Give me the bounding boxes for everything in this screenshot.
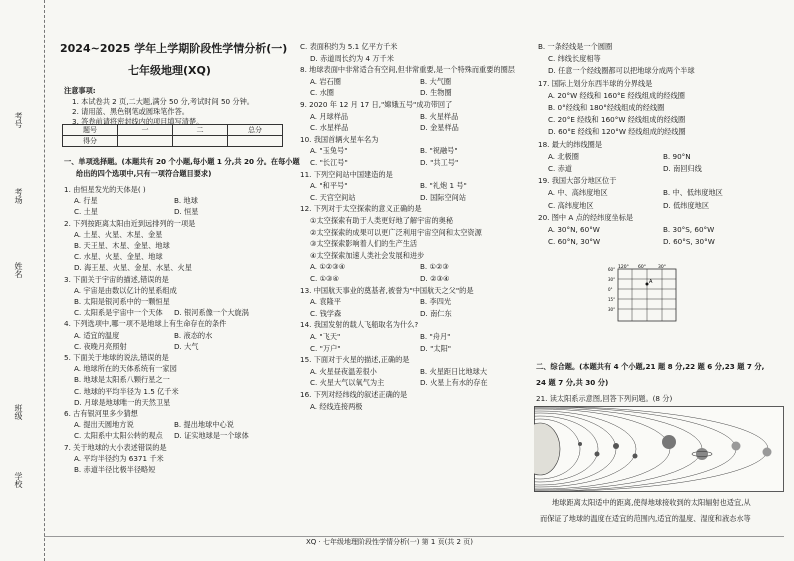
answer-option[interactable]: B. 液态的水 [174, 330, 213, 340]
question-stem: 13. 中国航天事业的奠基者,被誉为"中国航天之父"的是 [300, 285, 474, 295]
answer-option[interactable]: ③太空探索影响着人们的生产生活 [310, 239, 418, 249]
answer-option[interactable]: C. "万户" [310, 343, 341, 353]
solar-system-diagram [534, 406, 784, 492]
answer-option[interactable]: C. 天宫空间站 [310, 192, 356, 202]
question-stem: 2. 下列按距离太阳由近到远排列的一项是 [64, 218, 196, 228]
answer-option[interactable]: B. 0°经线和 180°经线组成的经线圈 [548, 103, 665, 112]
question-stem: 11. 下列空间站中国建造的是 [300, 169, 393, 179]
answer-option[interactable]: B. 30°S, 60°W [663, 225, 715, 234]
answer-option[interactable]: C. 水星样品 [310, 123, 349, 133]
answer-option[interactable]: D. 大气 [174, 341, 199, 351]
answer-option[interactable]: B. 90°N [663, 151, 691, 161]
question-stem: B. 一条经线是一个圆圈 [538, 42, 613, 51]
answer-option[interactable]: D. 国际空间站 [420, 192, 467, 202]
answer-option[interactable]: D. 60°E 经线和 120°W 经线组成的经线圈 [548, 127, 686, 137]
answer-option[interactable]: C. 赤道 [548, 164, 572, 173]
answer-option[interactable]: A. "飞天" [310, 332, 341, 341]
question-stem: 8. 地球表面中非常适合有空间,但非常重要,是一个特殊而重要的圈层 [300, 65, 515, 75]
answer-option[interactable]: C. 钱学森 [310, 308, 342, 318]
answer-option[interactable]: D. 恒星 [174, 207, 199, 217]
answer-option[interactable]: B. ①②③ [420, 262, 449, 272]
answer-option[interactable]: A. 20°W 经线和 160°E 经线组成的经线圈 [548, 90, 685, 100]
score-cell[interactable] [118, 136, 173, 147]
question-stem: C. 表面积约为 5.1 亿平方千米 [300, 42, 398, 51]
section2-title-line2: 24 题 7 分,共 30 分) [536, 378, 609, 387]
answer-option[interactable]: C. "长江号" [310, 158, 348, 167]
question-stem: 17. 国际上划分东西半球的分界线是 [538, 78, 653, 88]
answer-option[interactable]: A. 袁隆平 [310, 297, 341, 307]
answer-option[interactable]: B. 大气圈 [420, 76, 452, 86]
answer-option[interactable]: C. 水星、火星、金星、地球 [74, 252, 163, 262]
score-cell[interactable] [228, 136, 283, 147]
score-cell: 得分 [63, 136, 118, 147]
answer-option[interactable]: D. 海王星、火星、金星、水星、火星 [74, 263, 192, 273]
score-header: 题号 [63, 125, 118, 136]
answer-option[interactable]: C. 夜晚月亮照射 [74, 341, 127, 351]
answer-option[interactable]: A. 行星 [74, 196, 98, 206]
question-stem: 6. 古有银河里多少猜想 [64, 409, 138, 418]
answer-option[interactable]: B. "舟月" [420, 332, 451, 341]
answer-option[interactable]: D. 低纬度地区 [663, 200, 710, 210]
question-stem: 9. 2020 年 12 月 17 日,"嫦娥五号"成功带回了 [300, 100, 453, 109]
answer-option[interactable]: A. 火星昼夜温差很小 [310, 366, 377, 376]
answer-option[interactable]: A. "和平号" [310, 181, 348, 191]
binding-label: 考场 [14, 188, 23, 204]
answer-option[interactable]: D. 火星上有水的存在 [420, 378, 488, 388]
answer-option[interactable]: A. ①②③④ [310, 262, 346, 272]
answer-option[interactable]: A. 北极圈 [548, 151, 579, 161]
section1-title: 一、单项选择题。(本题共有 20 个小题,每小题 1 分,共 20 分。在每小题 [64, 157, 300, 166]
q21-text: 21. 读太阳系示意图,回答下列问题。(8 分) [536, 394, 673, 403]
score-header: 总分 [228, 125, 283, 136]
answer-option[interactable]: C. 高纬度地区 [548, 200, 594, 210]
answer-option[interactable]: B. 太阳是银河系中的一颗恒星 [74, 297, 170, 306]
answer-option[interactable]: B. 天王星、木星、金星、地球 [74, 241, 170, 250]
grid-left-label: 30° [608, 277, 616, 282]
question-stem: 7. 关于地球的大小表述错误的是 [64, 442, 167, 452]
answer-option[interactable]: A. 中、高纬度地区 [548, 188, 608, 198]
q21-tail-line2: 而保证了地球的温度在适宜的范围内,适宜的温度、湿度和液态水等 [540, 514, 751, 523]
answer-option[interactable]: D. 南仁东 [420, 308, 452, 318]
point-a-label: A [649, 279, 653, 285]
answer-option[interactable]: D. ②③④ [420, 274, 450, 283]
grid-left-label: 60° [608, 267, 616, 272]
answer-option[interactable]: ④太空探索加速人类社会发展和进步 [310, 250, 425, 260]
answer-option[interactable]: A. 适宜的温度 [74, 330, 120, 340]
answer-option[interactable]: D. "太阳" [420, 343, 452, 353]
answer-option[interactable]: ①太空探索有助于人类更好地了解宇宙的奥秘 [310, 216, 454, 225]
binding-label: 姓名 [14, 262, 23, 278]
answer-option[interactable]: C. 纬线长度相等 [548, 54, 601, 64]
question-stem: 14. 我国发射的载人飞船取名为什么? [300, 320, 419, 330]
answer-option[interactable]: B. 李四光 [420, 297, 452, 307]
answer-option[interactable]: C. 火星大气以氧气为主 [310, 378, 385, 388]
answer-option[interactable]: B. 赤道半径比极半径略短 [74, 465, 156, 474]
grid-left-label: 15° [608, 297, 616, 302]
grid-top-label: 120° [618, 265, 629, 270]
answer-option[interactable]: B. "礼炮 1 号" [420, 181, 467, 191]
answer-option[interactable]: B. 火星距日比地球大 [420, 366, 488, 376]
notes-heading: 注意事项: [64, 86, 96, 95]
answer-option[interactable]: B. 地球 [174, 196, 198, 206]
answer-option[interactable]: B. "祝融号" [420, 146, 458, 156]
question-stem: 18. 最大的纬线圈是 [538, 139, 603, 149]
answer-option[interactable]: C. 60°N, 30°W [548, 237, 601, 247]
answer-option[interactable]: D. "共工号" [420, 158, 459, 167]
answer-option[interactable]: A. 地球所在的天体系统有一家园 [74, 364, 177, 374]
question-stem: 10. 我国首辆火星车名为 [300, 134, 379, 144]
question-stem: 16. 下列对经纬线的叙述正确的是 [300, 390, 408, 399]
question-stem: 12. 下列对于太空探索的意义正确的是 [300, 204, 422, 214]
question-stem: 3. 下面关于宇宙的描述,错误的是 [64, 274, 169, 284]
q21-tail: 地球距离太阳适中的距离,使得地球接收到的太阳辐射也适宜,从 [552, 498, 751, 507]
score-table [62, 124, 283, 147]
page-footer: XQ · 七年级地理阶段性学情分析(一) 第 1 页(共 2 页) [306, 538, 473, 546]
paper-subtitle: 七年级地理(XQ) [128, 64, 211, 77]
answer-option[interactable]: D. 南回归线 [663, 164, 702, 173]
answer-option[interactable]: A. "玉兔号" [310, 146, 348, 156]
binding-label: 考号 [14, 112, 23, 128]
answer-option[interactable]: B. 提出地球中心说 [174, 420, 234, 430]
answer-option[interactable]: D. 银河系像一个大旋涡 [174, 308, 249, 318]
answer-option[interactable]: D. 60°S, 30°W [663, 237, 715, 247]
answer-option[interactable]: ②太空探索的成果可以更广泛利用宇宙空间和太空资源 [310, 227, 482, 237]
binding-margin [0, 0, 45, 561]
answer-option[interactable]: C. 地球的平均半径为 1.5 亿千米 [74, 386, 179, 396]
answer-option[interactable]: B. 火星样品 [420, 111, 459, 121]
question-stem: 5. 下面关于地球的说法,错误的是 [64, 353, 169, 362]
lat-lon-grid [608, 263, 678, 323]
score-header: 二 [173, 125, 228, 136]
note-item: 3. 答卷前请将密封线内的项目填写清楚。 [72, 117, 204, 126]
answer-option[interactable]: B. 地球是太阳系八颗行星之一 [74, 375, 170, 385]
paper-title: 2024~2025 学年上学期阶段性学情分析(一) [60, 42, 288, 55]
answer-option[interactable]: D. 金星样品 [420, 123, 459, 133]
grid-left-label: 30° [608, 307, 616, 312]
answer-option[interactable]: A. 土星、火星、木星、金星 [74, 229, 163, 239]
answer-option[interactable]: D. 证实地球是一个球体 [174, 431, 249, 441]
score-cell[interactable] [173, 136, 228, 147]
note-item: 2. 请用蓝、黑色钢笔或圆珠笔作答。 [72, 107, 189, 116]
answer-option[interactable]: C. ①③④ [310, 274, 339, 283]
score-header: 一 [118, 125, 173, 136]
grid-top-label: 30° [658, 265, 666, 270]
note-item: 1. 本试卷共 2 页,二大题,满分 50 分,考试时间 50 分钟。 [72, 97, 254, 106]
question-stem: 1. 由恒星发光的天体是( ) [64, 185, 146, 194]
answer-option[interactable]: D. 任意一个经线圈都可以把地球分成两个半球 [548, 66, 695, 76]
answer-option[interactable]: A. 宇宙是由数以亿计的星系组成 [74, 285, 177, 295]
question-stem: 19. 我国大部分地区位于 [538, 176, 617, 186]
answer-option[interactable]: C. 20°E 经线和 160°W 经线组成的经线圈 [548, 115, 686, 125]
question-stem: 15. 下面对于火星的描述,正确的是 [300, 355, 410, 365]
answer-option[interactable]: C. 太阳系是宇宙中一个天体 [74, 308, 163, 318]
answer-option[interactable]: A. 经线连接两极 [310, 401, 363, 411]
binding-label: 学校 [14, 472, 23, 488]
answer-option[interactable]: A. 岩石圈 [310, 76, 341, 86]
answer-option[interactable]: A. 提出天圆地方说 [74, 420, 134, 430]
question-stem: 4. 下列选项中,哪一项不是地球上有生命存在的条件 [64, 319, 227, 329]
answer-option[interactable]: A. 月球样品 [310, 111, 349, 121]
answer-option[interactable]: C. 水圈 [310, 88, 334, 98]
answer-option[interactable]: D. 月球是地球唯一的天然卫星 [74, 397, 171, 407]
binding-label: 班级 [14, 404, 23, 420]
answer-option[interactable]: A. 平均半径约为 6371 千米 [74, 453, 164, 463]
answer-option[interactable]: C. 土星 [74, 207, 98, 217]
grid-left-label: 0° [608, 287, 613, 292]
question-stem: 20. 图中 A 点的经纬度坐标是 [538, 212, 634, 222]
answer-option[interactable]: D. 生物圈 [420, 88, 452, 98]
section2-title: 二、综合题。(本题共有 4 个小题,21 题 8 分,22 题 6 分,23 题 7 分, [536, 362, 765, 371]
grid-top-label: 60° [638, 265, 646, 270]
answer-option[interactable]: D. 赤道周长约为 4 万千米 [310, 53, 394, 63]
section1-title-line2: 给出的四个选项中,只有一项符合题目要求) [76, 169, 212, 178]
answer-option[interactable]: A. 30°N, 60°W [548, 225, 600, 234]
answer-option[interactable]: B. 中、低纬度地区 [663, 188, 723, 198]
answer-option[interactable]: C. 太阳系中太阳公转的观点 [74, 431, 163, 441]
